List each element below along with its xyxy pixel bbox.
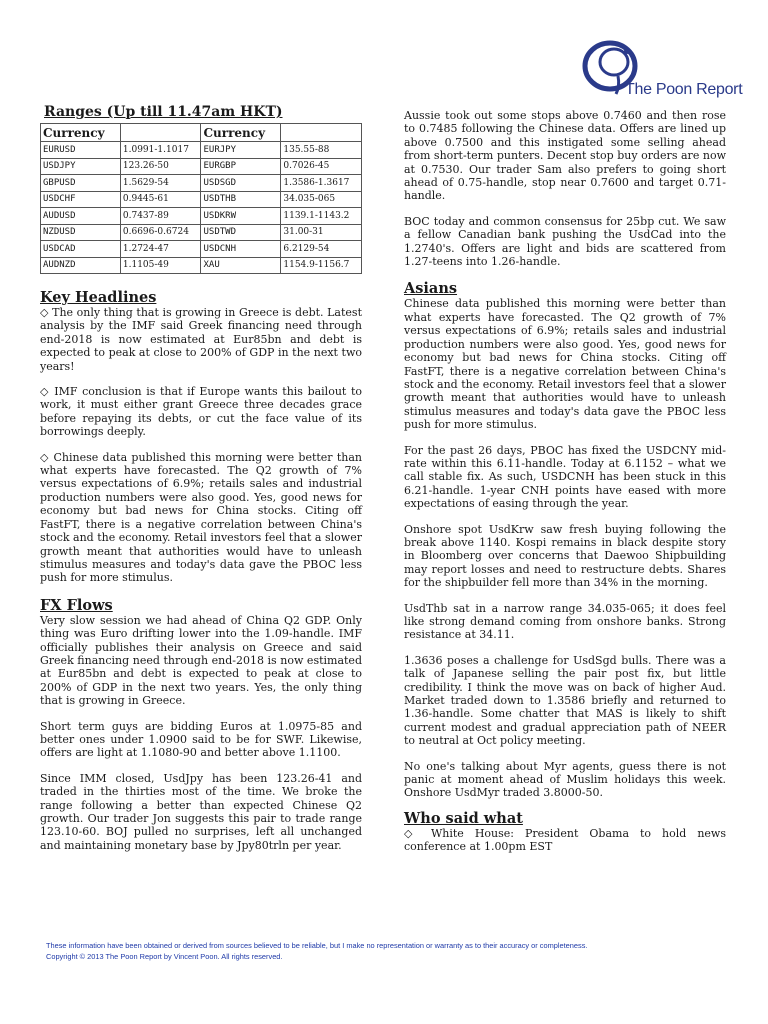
headline-paragraph: ◇ Chinese data published this morning were better than what experts have forecasted. The Q2 growth of 7% versus expectations of 6.9%; retails sales and industrial production numbers were also good. Yes, good news for economy but bad news for China stocks. Citing off FastFT, there is a negative correlation between China's stock and the economy. Retail investors feel that a slower growth meant that authorities would have to unleash stimulus measures and today's data gave the PBOC less push for more stimulus. — [40, 450, 362, 585]
range-cell: 0.7437-89 — [120, 208, 201, 225]
pair-cell: AUDNZD — [41, 257, 121, 274]
range-cell: 135.55-88 — [281, 142, 362, 159]
who-said-what-paragraph: ◇ White House: President Obama to hold news conference at 1.00pm EST — [404, 826, 726, 854]
range-cell: 123.26-50 — [120, 158, 201, 175]
pair-cell: AUDUSD — [41, 208, 121, 225]
footer — [46, 941, 736, 962]
pair-cell: USDJPY — [41, 158, 121, 175]
range-cell: 0.9445-61 — [120, 191, 201, 208]
pair-cell: USDKRW — [201, 208, 281, 225]
pair-cell: USDSGD — [201, 175, 281, 192]
range-cell: 1.5629-54 — [120, 175, 201, 192]
pair-cell: USDCHF — [41, 191, 121, 208]
table-row — [41, 224, 362, 241]
range-cell: 1.0991-1.1017 — [120, 142, 201, 159]
table-row — [41, 142, 362, 159]
currency-header: Currency — [201, 124, 281, 142]
pair-cell: GBPUSD — [41, 175, 121, 192]
asians-paragraph: For the past 26 days, PBOC has fixed the USDCNY mid-rate within this 6.11-handle. Today at 6.1152 – what we call stable fix. As such, USDCNH has been stuck in this 6.21-handle. 1-year CNH points have eased with more expectations of easing through the year. — [404, 443, 726, 511]
copyright-text: Copyright © 2013 The Poon Report by Vincent Poon. All rights reserved. — [46, 951, 283, 961]
currency-header: Currency — [41, 124, 121, 142]
asians-paragraph: No one's talking about Myr agents, guess there is not panic at moment ahead of Muslim holidays this week. Onshore UsdMyr traded 3.8000-50. — [404, 759, 726, 800]
pair-cell: EURJPY — [201, 142, 281, 159]
range-cell: 1154.9-1156.7 — [281, 257, 362, 274]
ranges-table — [40, 123, 362, 274]
ranges-title: Ranges (Up till 11.47am HKT) — [44, 104, 283, 120]
right-column — [404, 109, 726, 854]
table-row — [41, 208, 362, 225]
range-cell: 1.1105-49 — [120, 257, 201, 274]
intro-paragraph: Aussie took out some stops above 0.7460 and then rose to 0.7485 following the Chinese data. Offers are lined up above 0.7500 and this instigated some selling ahead from short-term punters. Decent stop buy orders are now at 0.7530. Our trader Sam also prefers to going short ahead of 0.75-handle, stop near 0.7600 and target 0.71-handle. — [404, 109, 726, 203]
ranges-header-row — [41, 124, 362, 142]
who-said-what-heading: Who said what — [404, 809, 523, 827]
key-headlines-heading: Key Headlines — [40, 289, 157, 306]
table-row — [41, 175, 362, 192]
table-row — [41, 191, 362, 208]
pair-cell: USDCAD — [41, 241, 121, 258]
fx-flows-heading: FX Flows — [40, 596, 113, 614]
range-cell: 6.2129-54 — [281, 241, 362, 258]
range-header-empty — [281, 124, 362, 142]
asians-paragraph: UsdThb sat in a narrow range 34.035-065; it does feel like strong demand coming from onshore banks. Strong resistance at 34.11. — [404, 601, 726, 642]
pair-cell: EURUSD — [41, 142, 121, 159]
pair-cell: NZDUSD — [41, 224, 121, 241]
pair-cell: EURGBP — [201, 158, 281, 175]
fx-flows-paragraph: Short term guys are bidding Euros at 1.0975-85 and better ones under 1.0900 said to be for SWF. Likewise, offers are light at 1.1080-90 and better above 1.1100. — [40, 719, 362, 760]
asians-paragraph: Chinese data published this morning were better than what experts have forecasted. The Q2 growth of 7% versus expectations of 6.9%; retails sales and industrial production numbers were also good. Yes, good news for economy but bad news for China stocks. Citing off FastFT, there is a negative correlation between China's stock and the economy. Retail investors feel that a slower growth meant that authorities would have to unleash stimulus measures and today's data gave the PBOC less push for more stimulus. — [404, 297, 726, 432]
range-cell: 0.6696-0.6724 — [120, 224, 201, 241]
range-cell: 31.00-31 — [281, 224, 362, 241]
asians-heading: Asians — [404, 280, 458, 298]
table-row — [41, 257, 362, 274]
range-cell: 34.035-065 — [281, 191, 362, 208]
table-row — [41, 158, 362, 175]
intro-paragraph: BOC today and common consensus for 25bp cut. We saw a fellow Canadian bank pushing the UsdCad into the 1.2740's. Offers are light and bids are scattered from 1.27-teens into 1.26-handle. — [404, 214, 726, 269]
fx-flows-paragraph: Since IMM closed, UsdJpy has been 123.26-41 and traded in the thirties most of the time. We broke the range following a better than expected Chinese Q2 growth. Our trader Jon suggests this pair to trade range 123.10-60. BOJ pulled no surprises, left all unchanged and maintaining monetary base by Jpy80trln per year. — [40, 771, 362, 852]
left-column — [40, 104, 362, 852]
pair-cell: XAU — [201, 257, 281, 274]
asians-paragraph: Onshore spot UsdKrw saw fresh buying following the break above 1140. Kospi remains in black despite story in Bloomberg over concerns that Daewoo Shipbuilding may report losses and need to restructure debts. Shares for the shipbuilder fell more than 34% in the morning. — [404, 522, 726, 590]
disclaimer-text: These information have been obtained or derived from sources believed to be reliable, but I make no representation or warranty as to their accuracy or completeness. — [46, 941, 588, 950]
pair-cell: USDTHB — [201, 191, 281, 208]
fx-flows-paragraph: Very slow session we had ahead of China Q2 GDP. Only thing was Euro drifting lower into the 1.09-handle. IMF officially publishes their analysis on Greece and said Greek financing need through end-2018 is now estimated at Eur85bn and debt is expected to peak at close to 200% of GDP in the next two years. Yes, the only thing that is growing in Greece. — [40, 613, 362, 708]
table-row — [41, 241, 362, 258]
poon-report-logo — [580, 36, 768, 106]
range-header-empty — [120, 124, 201, 142]
range-cell: 0.7026-45 — [281, 158, 362, 175]
logo-text: The Poon Report — [625, 81, 743, 98]
pair-cell: USDTWD — [201, 224, 281, 241]
pair-cell: USDCNH — [201, 241, 281, 258]
headline-paragraph: ◇ IMF conclusion is that if Europe wants this bailout to work, it must either grant Greece three decades grace before repaying its debts, or cut the face value of its borrowings deeply. — [40, 385, 362, 439]
range-cell: 1139.1-1143.2 — [281, 208, 362, 225]
range-cell: 1.3586-1.3617 — [281, 175, 362, 192]
asians-paragraph: 1.3636 poses a challenge for UsdSgd bulls. There was a talk of Japanese selling the pair post fix, but little credibility. I think the move was on back of higher Aud. Market traded down to 1.3586 briefly and returned to 1.36-handle. Some chatter that MAS is likely to shift current modest and gradual appreciation path of NEER to neutral at Oct policy meeting. — [404, 653, 726, 748]
headline-paragraph: ◇ The only thing that is growing in Greece is debt. Latest analysis by the IMF said Greek financing need through end-2018 is now estimated at Eur85bn and debt is expected to peak at close to 200% of GDP in the next two years! — [40, 306, 362, 373]
range-cell: 1.2724-47 — [120, 241, 201, 258]
